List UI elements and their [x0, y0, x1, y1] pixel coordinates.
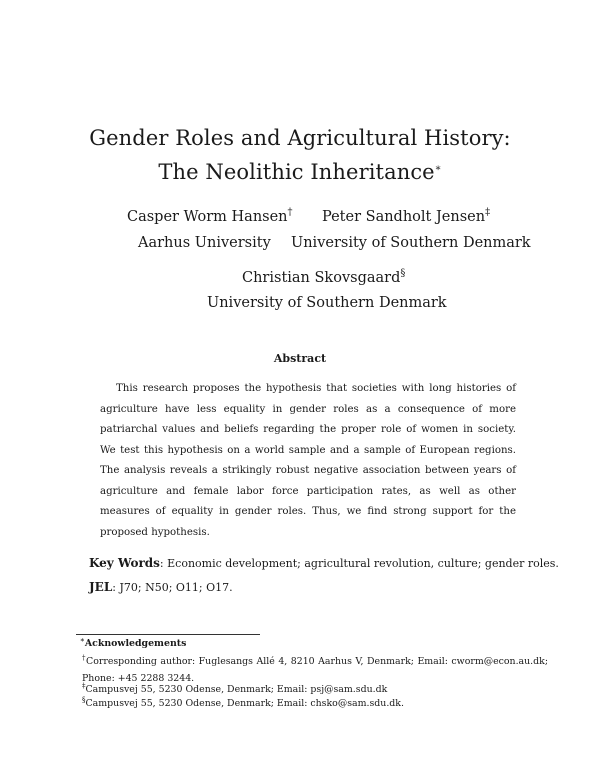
footnote-3	[82, 695, 404, 709]
footnote-3-mark: §	[82, 695, 86, 704]
footnote-2-text: Campusvej 55, 5230 Odense, Denmark; Email: psj@sam.sdu.dk	[85, 684, 388, 695]
jel-text: : J70; N50; O11; O17.	[112, 581, 233, 594]
author-3-mark: §	[400, 268, 406, 280]
author-1-name: Casper Worm Hansen	[127, 209, 288, 225]
abstract-heading: Abstract	[273, 352, 327, 365]
author-2	[322, 209, 490, 225]
keywords	[89, 556, 559, 570]
keywords-label: Key Words	[89, 556, 160, 570]
author-3-name: Christian Skovsgaard	[242, 270, 401, 286]
title-footnote-mark: ∗	[434, 163, 442, 174]
author-1-affiliation: Aarhus University	[138, 235, 271, 251]
author-1	[127, 209, 293, 225]
paper-title-line-2	[0, 160, 600, 184]
footnote-rule	[76, 634, 260, 635]
author-2-affiliation: University of Southern Denmark	[291, 235, 531, 251]
footnote-3-text: Campusvej 55, 5230 Odense, Denmark; Email: chsko@sam.sdu.dk.	[85, 698, 404, 709]
abstract-text: This research proposes the hypothesis that societies with long histories of agriculture have less equality in gender roles as a consequence of more patriarchal values and beliefs regarding the proper role of women in society. We test this hypothesis on a world sample and a sample of European regions. The analysis reveals a strikingly robust negative association between years of agriculture and female labor force participation rates, as well as other measures of equality in gender roles. Thus, we find strong support for the proposed hypothesis.	[100, 383, 516, 538]
author-2-mark: ‡	[485, 207, 491, 219]
jel-label: JEL	[89, 580, 113, 594]
author-3	[242, 270, 405, 286]
footnote-acknowledgements	[80, 634, 187, 649]
footnote-ack-text: Acknowledgements	[84, 638, 187, 649]
paper-title-line-1: Gender Roles and Agricultural History:	[89, 126, 511, 150]
jel-codes	[89, 580, 233, 594]
author-1-mark: †	[287, 207, 293, 219]
footnote-2	[82, 681, 388, 695]
paper-title-line-2-text: The Neolithic Inheritance	[158, 160, 435, 184]
author-2-name: Peter Sandholt Jensen	[322, 209, 486, 225]
footnote-1-text: Corresponding author: Fuglesangs Allé 4, 8210 Aarhus V, Denmark; Email: cworm@econ.au.dk; Phone: +45 2288 3244.	[82, 656, 549, 684]
footnote-1	[82, 653, 548, 687]
author-3-affiliation: University of Southern Denmark	[207, 295, 447, 311]
footnote-2-mark: ‡	[82, 681, 86, 690]
footnote-1-mark: †	[82, 653, 87, 662]
footnote-ack-mark: ∗	[80, 634, 85, 644]
keywords-text: : Economic development; agricultural revolution, culture; gender roles.	[159, 557, 559, 570]
